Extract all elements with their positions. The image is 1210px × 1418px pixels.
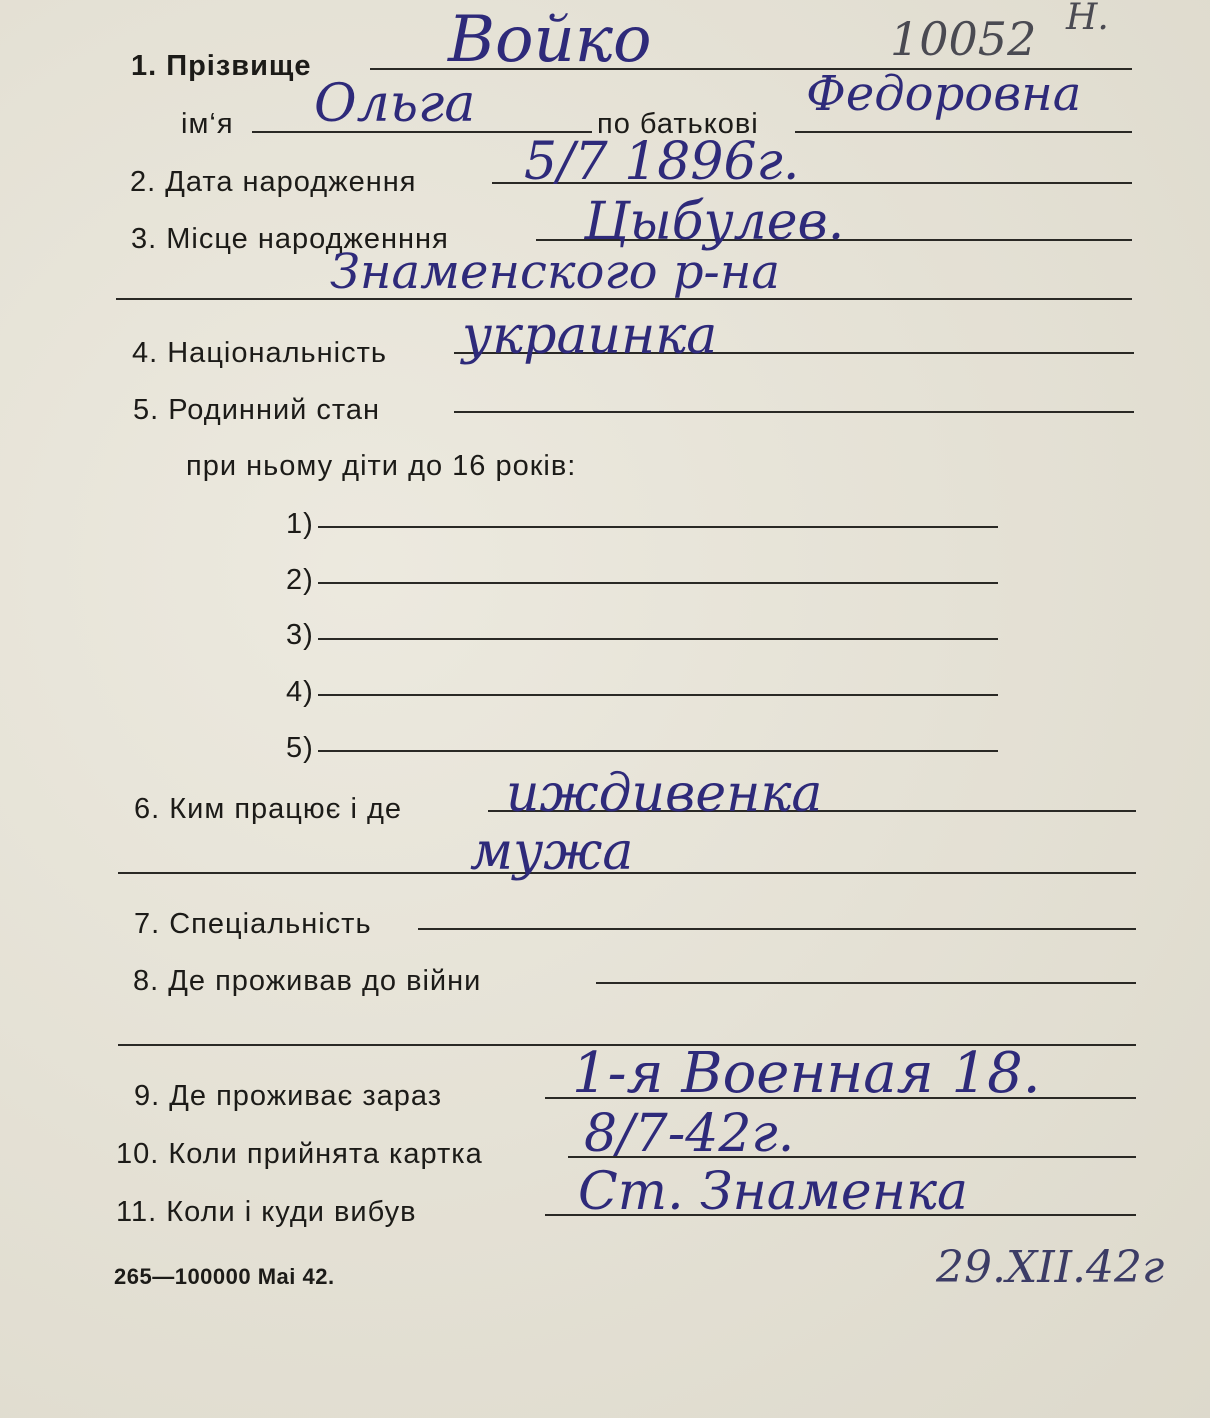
children-label: при ньому діти до 16 років: xyxy=(186,450,577,482)
patronymic-handwritten: Федоровна xyxy=(806,66,1082,122)
first-name-handwritten: Ольга xyxy=(314,74,476,134)
patronymic-line xyxy=(795,131,1132,133)
child-slot-4-label: 4) xyxy=(286,676,314,708)
birth-date-handwritten: 5/7 1896г. xyxy=(524,132,800,192)
closing-date-handwritten: 29.XII.42г xyxy=(936,1242,1165,1293)
birth-date-label: 2. Дата народження xyxy=(130,166,417,198)
birth-place-handwritten-1: Цыбулев. xyxy=(584,192,845,252)
family-status-label: 5. Родинний стан xyxy=(133,394,381,426)
child-slot-5-label: 5) xyxy=(286,732,314,764)
prewar-residence-label: 8. Де проживав до війни xyxy=(133,965,482,997)
work-label: 6. Ким працює і де xyxy=(134,793,403,825)
child-slot-3-line xyxy=(318,638,998,640)
prewar-residence-line xyxy=(596,982,1136,984)
patronymic-label: по батькові xyxy=(597,108,759,140)
child-slot-5-line xyxy=(318,750,998,752)
nationality-handwritten: украинка xyxy=(462,306,718,366)
surname-label: 1. Прізвище xyxy=(131,50,312,82)
work-handwritten-2: мужа xyxy=(470,822,634,882)
specialty-label: 7. Спеціальність xyxy=(134,908,372,940)
card-accepted-handwritten: 8/7-42г. xyxy=(584,1104,795,1164)
nationality-label: 4. Національність xyxy=(132,337,388,369)
child-slot-1-label: 1) xyxy=(286,508,314,540)
current-residence-handwritten: 1-я Военная 18. xyxy=(572,1041,1041,1106)
specialty-line xyxy=(418,928,1136,930)
record-number-handwritten: 10052 xyxy=(890,12,1037,66)
child-slot-3-label: 3) xyxy=(286,619,314,651)
birth-place-handwritten-2: Знаменского р-на xyxy=(330,244,780,300)
current-residence-label: 9. Де проживає зараз xyxy=(134,1080,443,1112)
surname-handwritten: Войко xyxy=(448,3,652,77)
child-slot-1-line xyxy=(318,526,998,528)
card-accepted-label: 10. Коли прийнята картка xyxy=(116,1138,483,1170)
name-label: ім‘я xyxy=(181,108,234,140)
departure-handwritten: Ст. Знаменка xyxy=(578,1162,968,1222)
child-slot-2-label: 2) xyxy=(286,564,314,596)
child-slot-2-line xyxy=(318,582,998,584)
child-slot-4-line xyxy=(318,694,998,696)
departure-label: 11. Коли і куди вибув xyxy=(116,1196,417,1228)
print-code: 265—100000 Mai 42. xyxy=(114,1264,335,1289)
record-mark-handwritten: Н. xyxy=(1066,0,1109,38)
family-status-line xyxy=(454,411,1134,413)
birth-place-label: 3. Місце народженння xyxy=(131,223,449,255)
work-handwritten-1: иждивенка xyxy=(506,764,823,824)
